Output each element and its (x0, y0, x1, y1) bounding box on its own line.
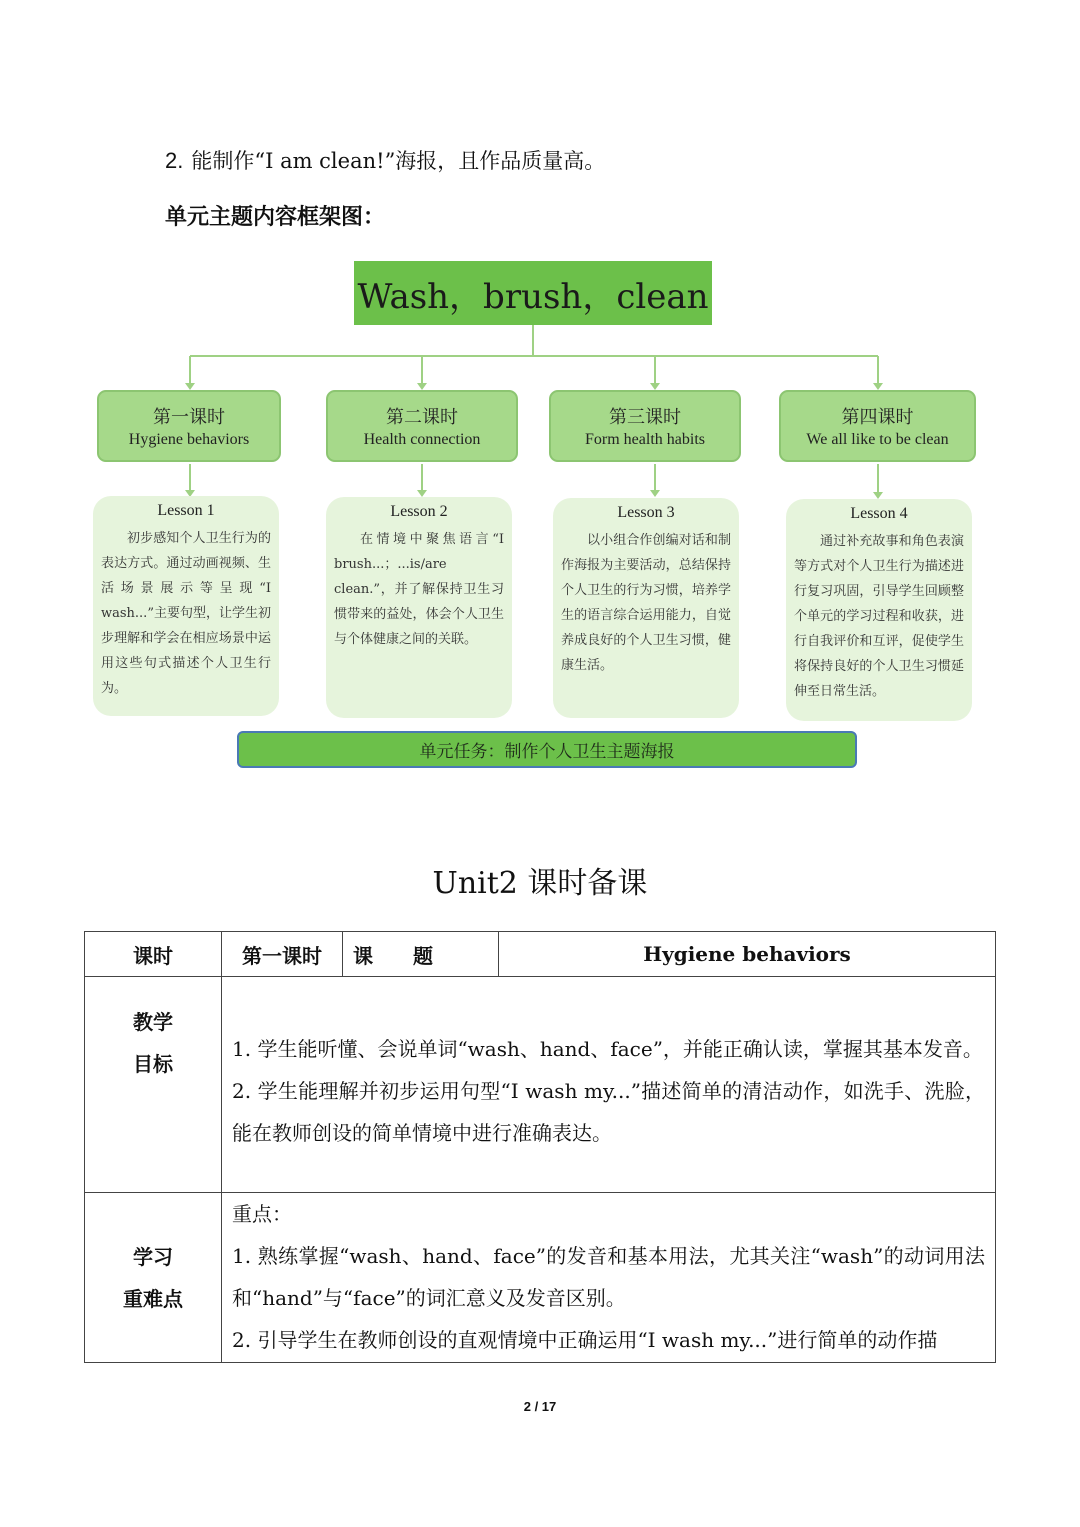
lesson-1-period: 第一课时 (153, 407, 225, 427)
objective-text: 能制作“I am clean!”海报，且作品质量高。 (191, 149, 606, 173)
keypoint-item-1: 1. 熟练掌握“wash、hand、face”的发音和基本用法，尤其关注“wash”的动词用法和“hand”与“face”的词汇意义及发音区别。 (232, 1244, 985, 1310)
goals-label (85, 977, 222, 1193)
keypoint-item-2: 2. 引导学生在教师创设的直观情境中正确运用“I wash my...”进行简单的动作描 (232, 1328, 938, 1352)
lesson-3-period: 第三课时 (609, 407, 681, 427)
lesson-plan-table (84, 931, 996, 1363)
page-number: 2 / 17 (523, 1399, 557, 1414)
lesson-2-header (326, 390, 518, 462)
lesson-2-period: 第二课时 (386, 407, 458, 427)
objective-number: 2. (165, 148, 184, 173)
keypoints-intro: 重点： (232, 1202, 292, 1226)
lesson-3-description: 以小组合作创编对话和制作海报为主要活动，总结保持个人卫生的行为习惯，培养学生的语言综合运用能力，自觉养成良好的个人卫生习惯，健康生活。 (561, 533, 731, 673)
keypoints-content (222, 1193, 996, 1363)
goals-label-line-2: 目标 (133, 1052, 173, 1076)
lesson-2-card (326, 497, 512, 718)
lesson-1-header (97, 390, 281, 462)
lesson-2-topic: Health connection (363, 431, 481, 448)
unit-title: Unit2 课时备课 (432, 866, 648, 901)
goals-content (222, 977, 996, 1193)
lesson-1-description: 初步感知个人卫生行为的表达方式。通过动画视频、生活场景展示等呈现“I wash...”主要句型，让学生初步理解和学会在相应场景中运用这些句式描述个人卫生行为。 (101, 531, 271, 696)
table-row-goals (85, 977, 996, 1193)
goals-label-line-1: 教学 (133, 1010, 173, 1034)
lesson-2-description: 在情境中聚焦语言“I brush...；...is/are clean.”，并了解保持卫生习惯带来的益处，体会个人卫生与个体健康之间的关联。 (334, 532, 504, 647)
keypoints-label-line-2: 重难点 (123, 1286, 183, 1311)
lesson-3-title: Lesson 3 (617, 504, 675, 521)
lesson-1-title: Lesson 1 (157, 502, 215, 519)
diagram-root-title: Wash，brush，clean (354, 261, 712, 325)
period-label: 课时 (85, 932, 222, 977)
lesson-3-topic: Form health habits (585, 431, 705, 448)
topic-value: Hygiene behaviors (499, 932, 996, 977)
goal-item-2: 2. 学生能理解并初步运用句型“I wash my...”描述简单的清洁动作，如洗手、洗脸，能在教师创设的简单情境中进行准确表达。 (232, 1078, 985, 1145)
framework-title: 单元主题内容框架图： (165, 204, 386, 230)
table-row-keypoints (85, 1193, 996, 1363)
lesson-1-card (93, 496, 279, 716)
lesson-4-period: 第四课时 (841, 407, 914, 427)
keypoints-label-line-1: 学习 (133, 1244, 173, 1269)
lesson-2-title: Lesson 2 (390, 503, 448, 520)
lesson-4-title: Lesson 4 (850, 505, 908, 522)
lesson-4-header (779, 390, 976, 462)
lesson-4-topic: We all like to be clean (806, 431, 949, 448)
unit-task-banner: 单元任务：制作个人卫生主题海报 (237, 731, 857, 768)
lesson-4-description: 通过补充故事和角色表演等方式对个人卫生行为描述进行复习巩固，引导学生回顾整个单元的学习过程和收获，进行自我评价和互评，促使学生将保持良好的个人卫生习惯延伸至日常生活。 (794, 534, 964, 699)
lesson-1-topic: Hygiene behaviors (128, 431, 250, 448)
topic-label: 课 题 (343, 932, 499, 977)
lesson-3-card (553, 498, 739, 718)
period-value: 第一课时 (222, 932, 343, 977)
table-header-row (85, 932, 996, 977)
keypoints-label (85, 1193, 222, 1363)
lesson-4-card (786, 499, 972, 721)
lesson-3-header (549, 390, 741, 462)
goal-item-1: 1. 学生能听懂、会说单词“wash、hand、face”，并能正确认读，掌握其基本发音。 (232, 1036, 983, 1061)
